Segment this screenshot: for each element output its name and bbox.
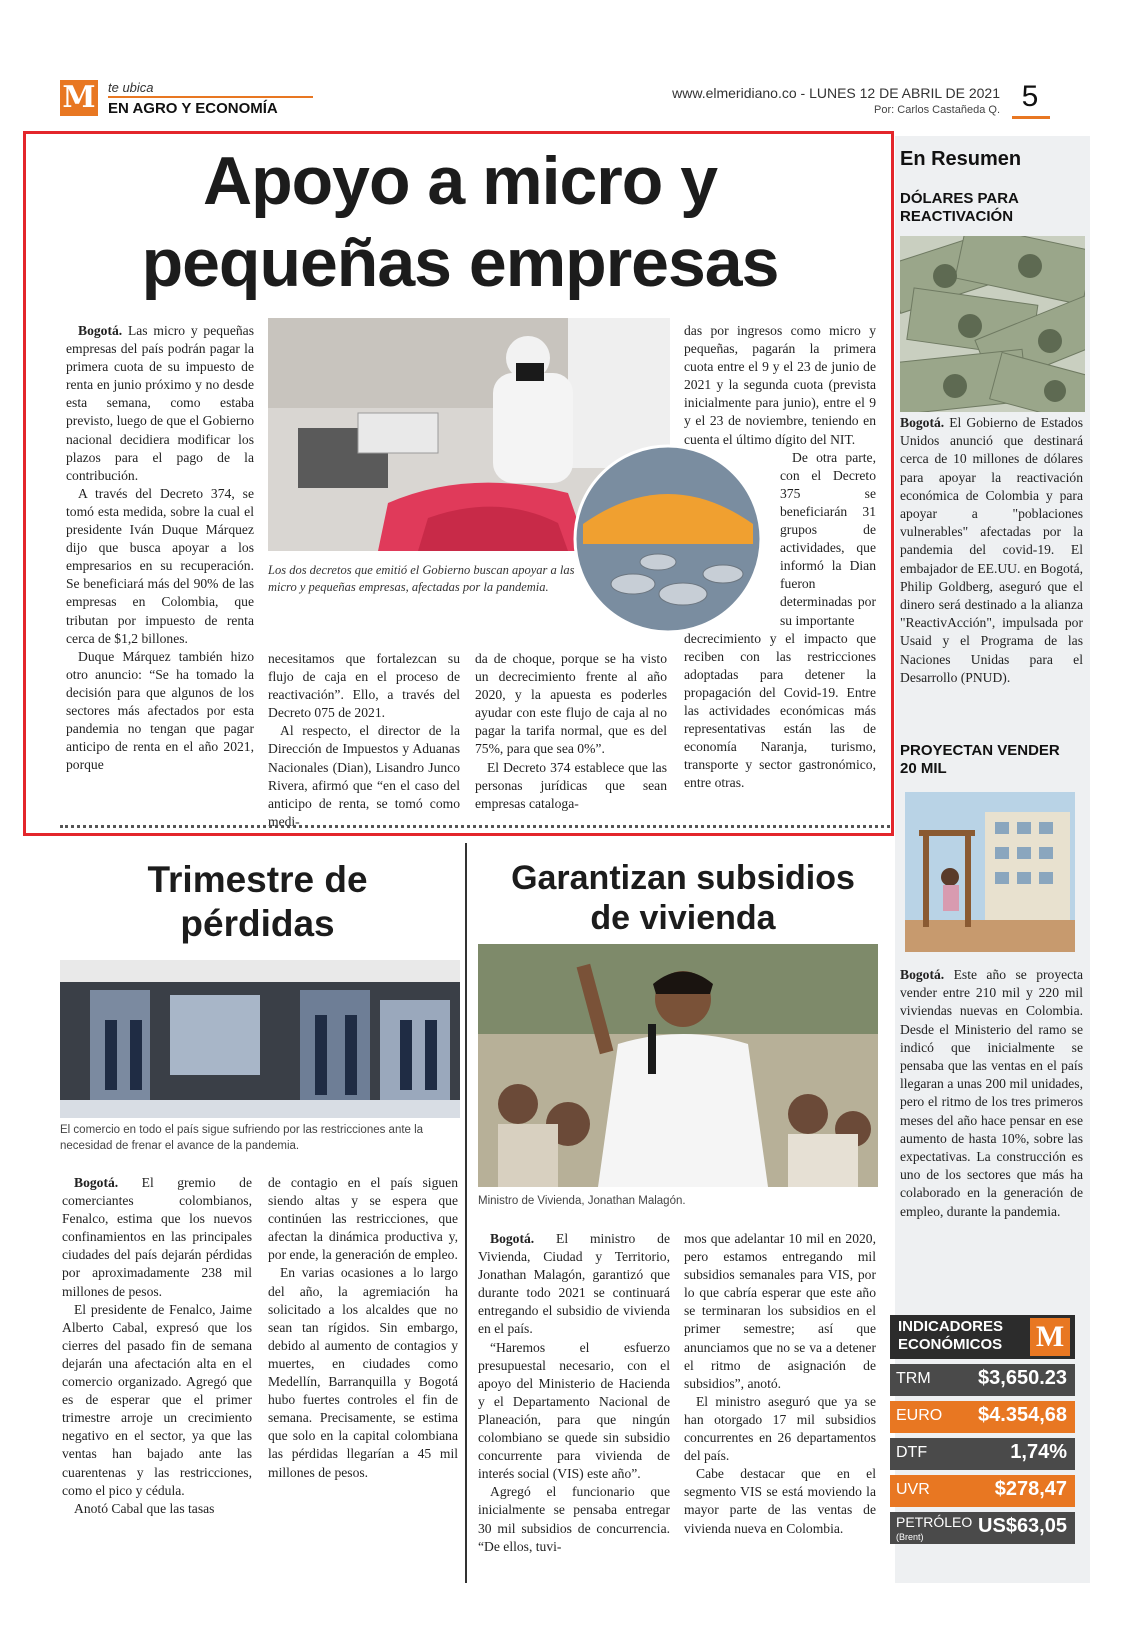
story3-column-1 xyxy=(478,1230,670,1556)
sidebar-headline-2: PROYECTAN VENDER 20 MIL xyxy=(900,742,1060,777)
sidebar-headline-1: DÓLARES PARA REACTIVACIÓN xyxy=(900,190,1019,225)
indicator-label: DTF xyxy=(896,1444,928,1461)
indicator-note: (Brent) xyxy=(896,1532,924,1542)
page-number-rule xyxy=(1012,116,1050,119)
indicator-value: US$63,05 xyxy=(978,1515,1067,1537)
indicator-uvr xyxy=(890,1475,1075,1507)
main-column-1 xyxy=(66,322,254,774)
story2-col1-p1: El gremio de comerciantes colombianos, Fenalco, estima que los nuevos confinamientos en las principales ciudades del país dejarán pérdidas por aproximadamente 238 mil millones de pesos. xyxy=(62,1175,252,1299)
sidebar-text-2-lead: Bogotá. xyxy=(900,967,945,982)
sidebar-text-2 xyxy=(900,966,1083,1221)
story2-headline-line-2: pérdidas xyxy=(180,903,335,944)
dollar-bills-photo xyxy=(900,236,1085,412)
story2-headline-line-1: Trimestre de xyxy=(147,859,368,900)
main-col1-p2: A través del Decreto 374, se tomó esta medida, sobre la cual el presidente Iván Duque Márquez dijo que busca apoyar a los empresarios en su recuperación. Se beneficiará más del 90% de las empresas en Colombia, que tributan por impuesto de renta cerca de $1,2 billones. xyxy=(66,485,254,646)
main-col4-p1: das por ingresos como micro y pequeñas, pagarán la primera cuota entre el 9 y el 23 de junio de 2021 y la segunda cuota (prevista inicialmente para junio), entre el 9 y el 23 de noviembre, teniendo en cuenta el último dígito del NIT. xyxy=(684,323,876,447)
section-kicker: te ubica xyxy=(108,80,154,95)
section-rule xyxy=(108,96,313,98)
main-col2-p1: necesitamos que fortalezcan su flujo de caja en el proceso de reactivación”. Ello, a través del Decreto 075 de 2021. xyxy=(268,651,460,721)
indicator-value: $3,650.23 xyxy=(978,1367,1067,1389)
indicator-dtf xyxy=(890,1438,1075,1470)
minister-speaking-photo xyxy=(478,944,878,1187)
story2-col2-p2: En varias ocasiones a lo largo del año, la agremiación ha solicitado a los alcaldes que no sean tan rígidos. Sin embargo, debido al aumento de contagios y muertes, en ciudades como Medellín, Barranquilla y Bogotá hubo fuertes controles el fin de semana. Precisamente, se estima que solo en la capital colombiana las pérdidas llegarían a 45 mil millones de pesos. xyxy=(268,1265,458,1480)
story-divider xyxy=(60,825,890,828)
sidebar-text-1-lead: Bogotá. xyxy=(900,415,945,430)
story2-column-1 xyxy=(62,1174,252,1518)
indicator-value: $278,47 xyxy=(994,1478,1067,1500)
url-date-line: www.elmeridiano.co - LUNES 12 DE ABRIL DE 2021 xyxy=(672,85,1000,101)
main-col2-p2: Al respecto, el director de la Dirección de Impuestos y Aduanas Nacionales (Dian), Lisandro Junco Rivera, afirmó que “en el caso del anticipo de renta, se tomó como medi- xyxy=(268,723,460,829)
story3-col2-p2: El ministro aseguró que ya se han otorgado 17 mil subsidios concurrentes en 26 departamentos del país. xyxy=(684,1393,876,1464)
newspaper-logo: M xyxy=(60,80,98,116)
page-number: 5 xyxy=(1021,80,1039,113)
indicator-value: 1,74% xyxy=(1010,1441,1067,1463)
author-line: Por: Carlos Castañeda Q. xyxy=(874,104,1000,116)
story2-headline xyxy=(55,858,460,946)
indicator-label: UVR xyxy=(896,1481,930,1498)
story3-headline xyxy=(478,858,888,938)
indicator-label: TRM xyxy=(896,1370,931,1387)
main-column-3 xyxy=(475,650,667,813)
store-interior-photo xyxy=(60,960,460,1118)
sidebar-text-2-body: Este año se proyecta vender entre 210 mil y 220 mil viviendas nuevas en Colombia. Desde el Ministerio del ramo se indicó que inicialmente se pensaba que las ventas en el país llegaran a unas 200 mil unidades, pero el ritmo de los tres primeros meses del año hace pensar en ese aumento de hasta 10%, sobre las expectativas. La construcción es uno de los sectores que más ha colaborado en la generación de empleo, durante la pandemia. xyxy=(900,967,1083,1219)
main-col3-p2: El Decreto 374 establece que las personas jurídicas que sean empresas cataloga- xyxy=(475,759,667,811)
indicators-title-line-1: INDICADORES xyxy=(898,1318,1004,1335)
story3-photo-caption: Ministro de Vivienda, Jonathan Malagón. xyxy=(478,1195,686,1207)
column-divider xyxy=(465,843,467,1583)
story2-photo-caption: El comercio en todo el país sigue sufriendo por las restricciones ante la necesidad de frenar el avance de la pandemia. xyxy=(60,1124,424,1152)
sidebar-text-1 xyxy=(900,414,1083,687)
main-column-4 xyxy=(684,322,876,792)
main-col1-p3: Duque Márquez también hizo otro anuncio: “Se ha tomado la decisión para que algunos de los sectores más afectados por esta pandemia no tengan que pagar anticipo de renta en el año 2021, porque xyxy=(66,648,254,773)
indicator-value: $4.354,68 xyxy=(978,1404,1067,1426)
story3-lead: Bogotá. xyxy=(490,1231,535,1246)
housing-playground-photo xyxy=(905,792,1075,952)
indicator-label: EURO xyxy=(896,1407,943,1424)
story3-col2-p1: mos que adelantar 10 mil en 2020, pero estamos entregando mil subsidios semanales para VIS, por lo que cabría esperar que este año se terminaran los subsidios en el primer semestre; así que anunciamos que no se va a detener el ritmo de asignación de subsidios”, anotó. xyxy=(684,1231,876,1391)
story3-col1-p2: “Haremos el esfuerzo presupuestal necesario, con el apoyo del Ministerio de Hacienda y el Departamento Nacional de Planeación, para que ningún colombiano se quede sin subsidio concurrente para vivienda de interés social (VIS) este año”. xyxy=(478,1339,670,1482)
sidebar-text-1-body: El Gobierno de Estados Unidos anunció que destinará cerca de 10 millones de dólares para apoyar la reactivación económica de Colombia y para apoyar a "poblaciones vulnerables" afectadas por la pandemia del covid-19. El embajador de EE.UU. en Bogotá, Philip Goldberg, aseguró que el dinero será destinado a la alianza "ReactivAcción", impulsada por Usaid y el Programa de las Naciones Unidas para el Desarrollo (PNUD). xyxy=(900,415,1083,685)
main-headline: Apoyo a micro y pequeñas empresas xyxy=(141,143,779,301)
main-col4-p2: De otra parte, con el Decreto 375 se beneficiarán 31 grupos de actividades, que informó la Dian fueron determinadas por su importante xyxy=(780,449,876,628)
main-lead: Bogotá. xyxy=(78,323,123,338)
story2-lead: Bogotá. xyxy=(74,1175,119,1190)
indicator-label: PETRÓLEO xyxy=(896,1514,973,1530)
main-column-2 xyxy=(268,650,460,831)
indicator-petroleo xyxy=(890,1512,1075,1544)
story3-column-2 xyxy=(684,1230,876,1538)
story2-column-2 xyxy=(268,1174,458,1482)
main-col3-p1: da de choque, porque se ha visto un decrecimiento frente al año 2020, y la apuesta es poderles ayudar con este flujo de caja al no pagar la tarifa normal, que es del 75%, para que sea 0%”. xyxy=(475,651,667,757)
story3-col1-p1: El ministro de Vivienda, Ciudad y Territorio, Jonathan Malagón, garantizó que durante todo 2021 se continuará entregando el subsidio de vivienda en el país. xyxy=(478,1231,670,1337)
story3-col1-p3: Agregó el funcionario que inicialmente se pensaba entregar 30 mil subsidios de concurrencia. “De ellos, tuvi- xyxy=(478,1484,670,1554)
indicator-euro xyxy=(890,1401,1075,1433)
indicators-title xyxy=(898,1318,1028,1354)
story3-headline-line-1: Garantizan subsidios xyxy=(511,859,855,897)
story2-col1-p3: Anotó Cabal que las tasas xyxy=(74,1500,215,1516)
main-col1-p1: Las micro y pequeñas empresas del país podrán pagar la primera cuota de su impuesto de renta en junio próximo y no desde esta semana, como estaba previsto, luego de que el Gobierno nacional decidiera modificar los plazos para el pago de la contribución. xyxy=(66,323,254,483)
indicators-logo: M xyxy=(1030,1318,1070,1356)
indicators-title-line-2: ECONÓMICOS xyxy=(898,1336,1003,1353)
sidebar-title: En Resumen xyxy=(900,148,1022,170)
story2-col1-p2: El presidente de Fenalco, Jaime Alberto Cabal, expresó que los cierres del pasado fin de semana dejarán una afectación alta en el comercio organizado. Agregó que es de esperar que el primer trimestre arroje un crecimiento negativo en el sector, ya que las ventas han bajado ante las cuarentenas y las restricciones, como el pico y cédula. xyxy=(62,1301,252,1498)
story3-col2-p3: Cabe destacar que en el segmento VIS se está moviendo la mayor parte de las ventas de vivienda nueva en Colombia. xyxy=(684,1466,876,1536)
indicator-trm xyxy=(890,1364,1075,1396)
main-col4-p3: decrecimiento y el impacto que reciben con las restricciones adoptadas para detener la propagación del Covid-19. Entre las actividades económicas más representativas están las de economía Naranja, turismo, transporte y sector gastronómico, entre otras. xyxy=(684,630,876,791)
story3-headline-line-2: de vivienda xyxy=(590,899,776,937)
section-name: EN AGRO Y ECONOMÍA xyxy=(108,100,278,117)
main-photo-caption: Los dos decretos que emitió el Gobierno buscan apoyar a las micro y pequeñas empresas, afectadas por la pandemia. xyxy=(268,563,575,594)
story2-col2-p1: de contagio en el país siguen siendo altas y se espera que continúen las restricciones, que afectan la dinámica productiva y, por ende, la generación de empleo. xyxy=(268,1175,458,1263)
